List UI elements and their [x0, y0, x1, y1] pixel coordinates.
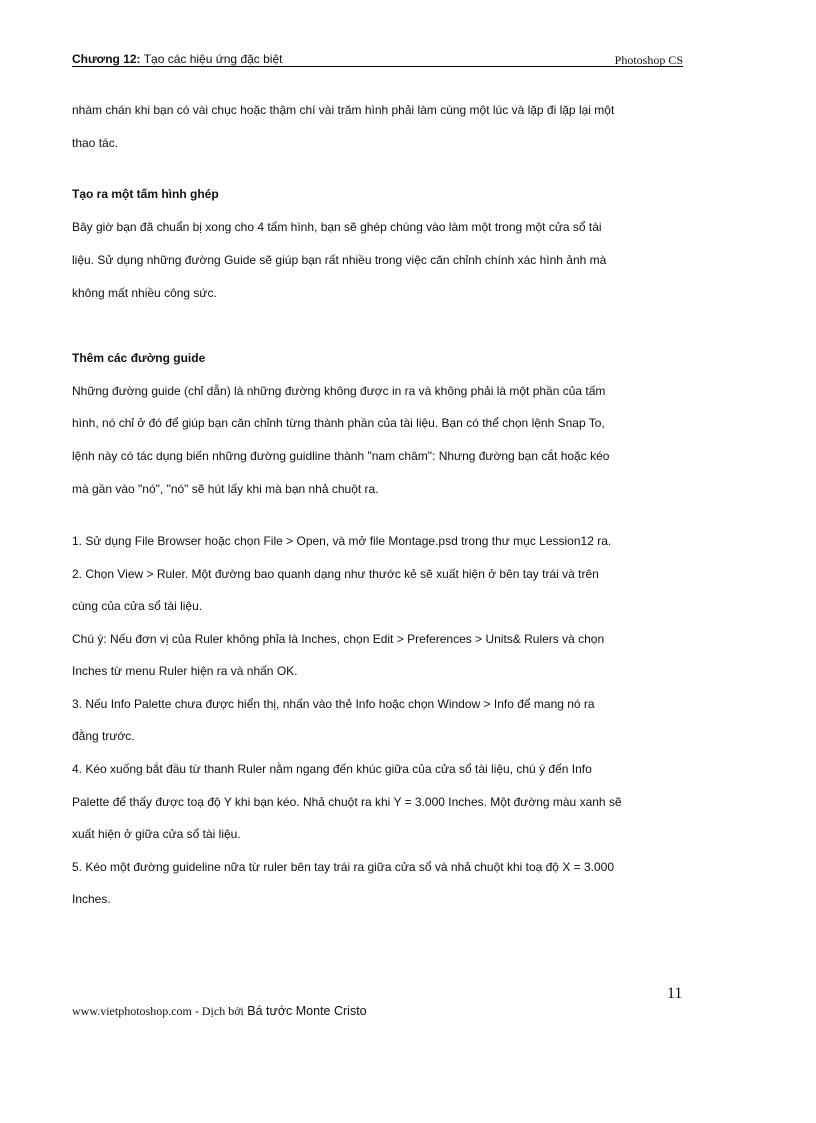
footer-site: www.vietphotoshop.com - Dịch bởi [72, 1004, 244, 1018]
step-line: cùng của cửa sổ tài liệu. [72, 599, 203, 613]
paragraph-line: Bây giờ bạn đã chuẩn bị xong cho 4 tấm hình, bạn sẽ ghép chúng vào làm một trong một cửa sổ tài [72, 220, 602, 234]
paragraph-line: mà gần vào "nó", "nó" sẽ hút lấy khi mà bạn nhả chuột ra. [72, 482, 379, 496]
paragraph-line: Những đường guide (chỉ dẫn) là những đường không được in ra và không phải là một phần của tấm [72, 384, 606, 398]
step-line: Inches từ menu Ruler hiện ra và nhấn OK. [72, 664, 298, 678]
paragraph-line: hình, nó chỉ ở đó để giúp bạn căn chỉnh từng thành phần của tài liệu. Bạn có thể chọn lệnh Snap To, [72, 416, 605, 430]
page-header [72, 52, 683, 67]
step-line: 5. Kéo một đường guideline nữa từ ruler bên tay trái ra giữa cửa sổ và nhả chuột khi toạ độ X = 3.000 [72, 860, 615, 874]
product-name: Photoshop CS [614, 53, 683, 67]
chapter-heading [72, 52, 282, 66]
step-line: Chú ý: Nếu đơn vị của Ruler không phỉa là Inches, chọn Edit > Preferences > Units& Rulers và chọn [72, 632, 605, 646]
step-line: 2. Chọn View > Ruler. Một đường bao quanh dạng như thước kẻ sẽ xuất hiện ở bên tay trái và trên [72, 567, 599, 581]
chapter-title: Tạo các hiệu ứng đặc biệt [143, 52, 283, 66]
step-line: 1. Sử dụng File Browser hoặc chọn File > Open, và mở file Montage.psd trong thư mục Lession12 ra. [72, 534, 612, 548]
step-line: Inches. [72, 892, 111, 906]
intro-line-1: nhàm chán khi bạn có vài chục hoặc thậm chí vài trăm hình phải làm cùng một lúc và lặp đi lặp lại một [72, 103, 615, 117]
paragraph-line: không mất nhiều công sức. [72, 286, 217, 300]
section-heading-montage: Tạo ra một tấm hình ghép [72, 187, 219, 201]
section-heading-guides: Thêm các đường guide [72, 351, 206, 365]
page-footer [72, 1004, 367, 1019]
step-line: 4. Kéo xuống bắt đầu từ thanh Ruler nằm ngang đến khúc giữa của cửa sổ tài liệu, chú ý đến Info [72, 762, 592, 776]
step-line: đằng trước. [72, 729, 135, 743]
chapter-label: Chương 12: [72, 52, 141, 66]
paragraph-line: lệnh này có tác dụng biến những đường guidline thành "nam châm": Nhưng đường bạn cắt hoặc kéo [72, 449, 610, 463]
intro-line-2: thao tác. [72, 136, 119, 150]
step-line: 3. Nếu Info Palette chưa được hiển thị, nhấn vào thẻ Info hoặc chọn Window > Info để mang nó ra [72, 697, 595, 711]
footer-author: Bá tước Monte Cristo [247, 1004, 367, 1018]
step-line: Palette để thấy được toạ độ Y khi bạn kéo. Nhả chuột ra khi Y = 3.000 Inches. Một đường màu xanh sẽ [72, 795, 622, 809]
step-line: xuất hiện ở giữa cửa sổ tài liệu. [72, 827, 241, 841]
page-number: 11 [667, 985, 683, 1002]
paragraph-line: liệu. Sử dụng những đường Guide sẽ giúp bạn rất nhiều trong việc căn chỉnh chính xác hình ảnh mà [72, 253, 607, 267]
